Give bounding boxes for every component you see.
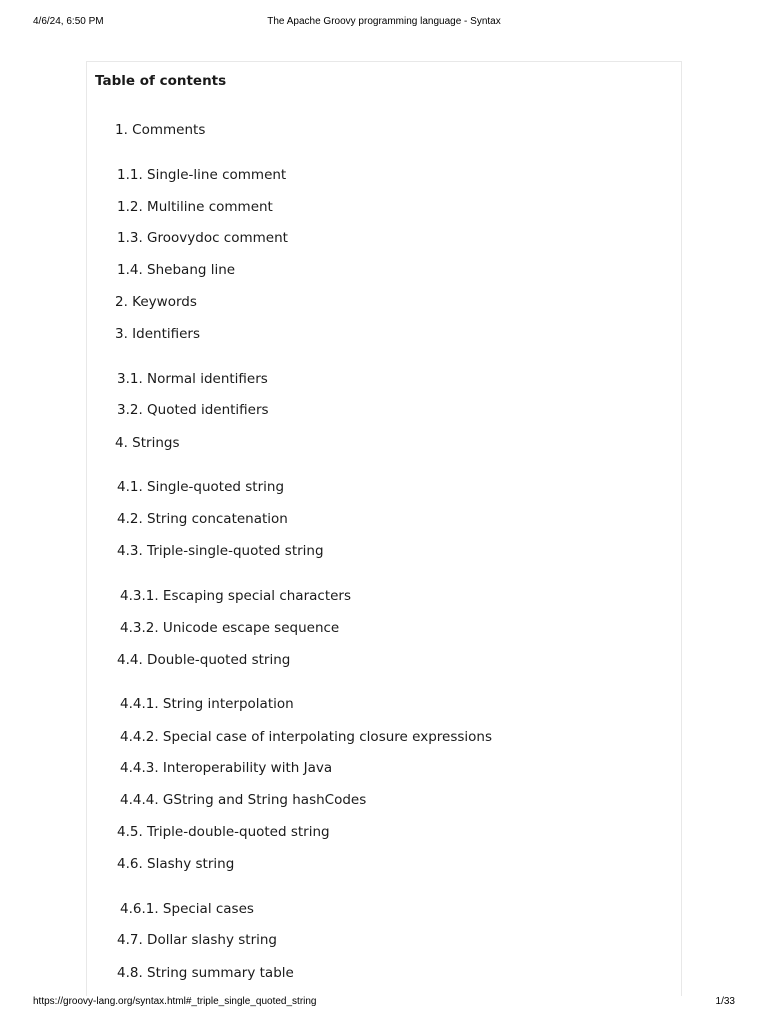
toc-link[interactable]: 4.3. Triple-single-quoted string: [117, 543, 324, 559]
toc-link[interactable]: 4.3.1. Escaping special characters: [120, 588, 352, 604]
print-header: [0, 16, 768, 30]
toc-link[interactable]: 4.3.2. Unicode escape sequence: [120, 620, 340, 636]
toc-link[interactable]: 4.4.2. Special case of interpolating closure expressions: [120, 729, 492, 745]
toc-link[interactable]: 4.4.1. String interpolation: [120, 696, 294, 712]
toc-link[interactable]: 4.7. Dollar slashy string: [117, 932, 278, 948]
toc-title: Table of contents: [95, 73, 227, 89]
toc-link[interactable]: 4. Strings: [115, 435, 180, 451]
toc-link[interactable]: 3. Identifiers: [115, 326, 201, 342]
print-footer: [0, 996, 768, 1010]
toc-link[interactable]: 4.5. Triple-double-quoted string: [117, 824, 330, 840]
toc-link[interactable]: 1.3. Groovydoc comment: [117, 230, 288, 246]
toc-link[interactable]: 4.4.3. Interoperability with Java: [120, 760, 333, 776]
toc-link[interactable]: 4.4.4. GString and String hashCodes: [120, 792, 367, 808]
toc-link[interactable]: 3.1. Normal identifiers: [117, 371, 268, 387]
toc-link[interactable]: 4.6.1. Special cases: [120, 901, 254, 917]
print-url: https://groovy-lang.org/syntax.html#_triple_single_quoted_string: [33, 996, 317, 1007]
print-page-number: 1/33: [715, 996, 735, 1007]
toc-link[interactable]: 1.2. Multiline comment: [117, 199, 273, 215]
toc-link[interactable]: 1. Comments: [115, 122, 206, 138]
toc-link[interactable]: 4.1. Single-quoted string: [117, 479, 285, 495]
toc-link[interactable]: 3.2. Quoted identifiers: [117, 402, 269, 418]
print-page-title: The Apache Groovy programming language - Syntax: [267, 16, 501, 27]
toc-link[interactable]: 4.8. String summary table: [117, 965, 294, 981]
toc-link[interactable]: 1.4. Shebang line: [117, 262, 236, 278]
toc-link[interactable]: 4.4. Double-quoted string: [117, 652, 291, 668]
toc-link[interactable]: 4.6. Slashy string: [117, 856, 235, 872]
toc-link[interactable]: 2. Keywords: [115, 294, 197, 310]
print-datetime: 4/6/24, 6:50 PM: [33, 16, 104, 27]
toc-link[interactable]: 1.1. Single-line comment: [117, 167, 287, 183]
toc-link[interactable]: 4.2. String concatenation: [117, 511, 288, 527]
